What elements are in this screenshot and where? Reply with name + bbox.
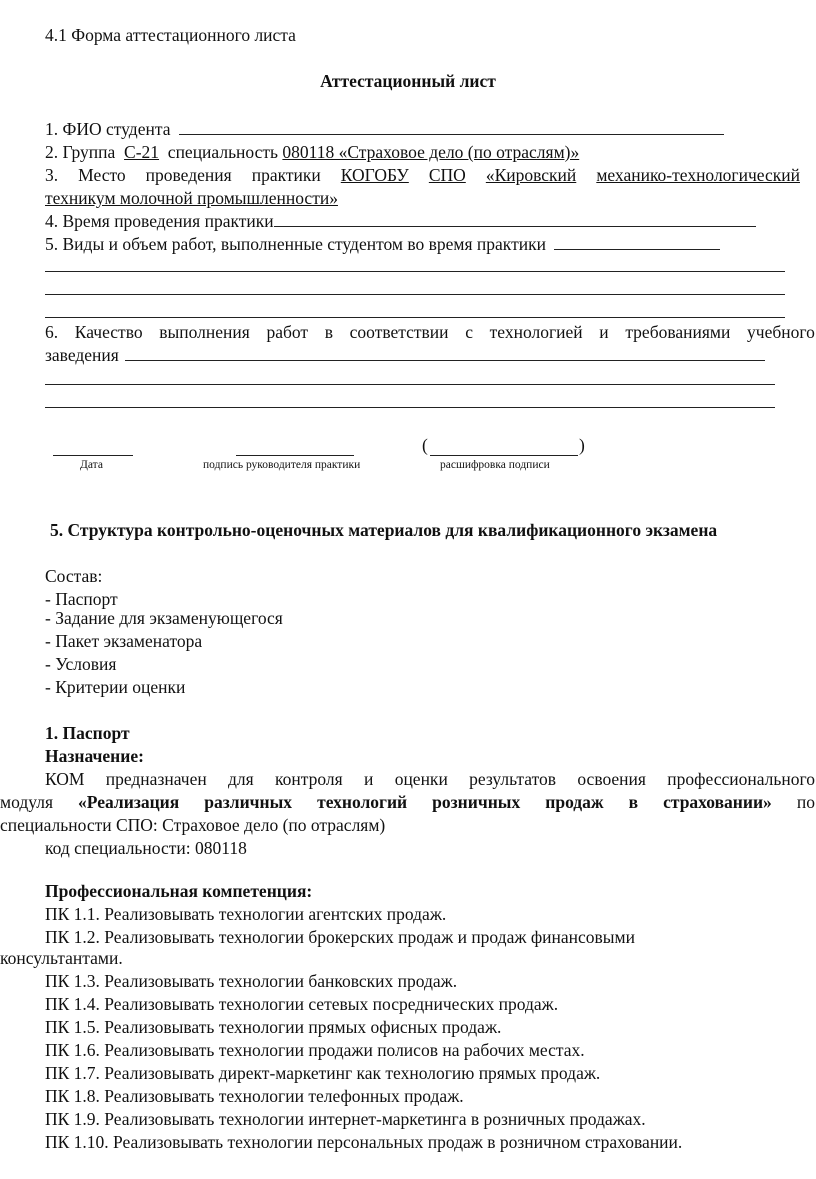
section5-title: 5. Структура контрольно-оценочных материалов для квалификационного экзамена bbox=[50, 520, 718, 540]
time-row bbox=[45, 210, 756, 233]
quality-word: с bbox=[465, 322, 473, 342]
group-label: 2. Группа bbox=[45, 142, 116, 162]
quality-row-2 bbox=[45, 344, 765, 367]
decode-close-paren: ) bbox=[579, 435, 585, 455]
purpose-word: предназначен bbox=[105, 769, 207, 789]
purpose-word: оценки bbox=[394, 769, 448, 789]
module-title-word: различных bbox=[204, 792, 293, 812]
purpose-line-3: специальности СПО: Страховое дело (по отраслям) bbox=[0, 815, 386, 835]
quality-word: учебного bbox=[747, 322, 815, 342]
composition-label: Состав: bbox=[45, 566, 103, 586]
sheet-title: Аттестационный лист bbox=[320, 71, 496, 91]
quality-word: технологией bbox=[489, 322, 583, 342]
quality-line-1 bbox=[45, 384, 775, 385]
competence-item: ПК 1.3. Реализовывать технологии банковских продаж. bbox=[45, 971, 458, 991]
place-row-2: техникум молочной промышленности» bbox=[45, 188, 338, 208]
quality-label-2: заведения bbox=[45, 345, 119, 365]
quality-word: 6. bbox=[45, 322, 59, 342]
signature-caption: подпись руководителя практики bbox=[203, 459, 361, 471]
quality-field bbox=[125, 345, 765, 361]
competence-item: ПК 1.10. Реализовывать технологии персональных продаж в розничном страховании. bbox=[45, 1132, 683, 1152]
purpose-word: профессионального bbox=[667, 769, 815, 789]
place-word: СПО bbox=[428, 165, 466, 185]
specialty-code: код специальности: 080118 bbox=[45, 838, 247, 858]
competence-item: ПК 1.7. Реализовывать директ-маркетинг как технологию прямых продаж. bbox=[45, 1063, 601, 1083]
place-word: практики bbox=[251, 165, 321, 185]
signature-line bbox=[236, 455, 354, 456]
competence-item: ПК 1.8. Реализовывать технологии телефонных продаж. bbox=[45, 1086, 464, 1106]
module-title-word: продаж bbox=[545, 792, 604, 812]
composition-item: - Критерии оценки bbox=[45, 677, 186, 697]
fio-row bbox=[45, 118, 724, 141]
date-line bbox=[53, 455, 133, 456]
fio-field bbox=[179, 119, 724, 135]
competence-item: ПК 1.4. Реализовывать технологии сетевых посреднических продаж. bbox=[45, 994, 559, 1014]
spec-value: 080118 «Страховое дело (по отраслям)» bbox=[282, 142, 580, 162]
quality-line-2 bbox=[45, 407, 775, 408]
module-title-word: в bbox=[628, 792, 639, 812]
quality-word: и bbox=[599, 322, 609, 342]
place-word: проведения bbox=[145, 165, 232, 185]
competence-item: ПК 1.1. Реализовывать технологии агентских продаж. bbox=[45, 904, 447, 924]
purpose-label: Назначение: bbox=[45, 746, 144, 766]
works-line-2 bbox=[45, 294, 785, 295]
quality-row-1 bbox=[45, 321, 815, 344]
time-field bbox=[274, 211, 756, 227]
competence-item: ПК 1.6. Реализовывать технологии продажи полисов на рабочих местах. bbox=[45, 1040, 585, 1060]
competence-item: ПК 1.2. Реализовывать технологии брокерских продаж и продаж финансовыми bbox=[45, 927, 635, 947]
module-title-word: технологий bbox=[317, 792, 408, 812]
passport-title: 1. Паспорт bbox=[45, 723, 130, 743]
quote-mark: « bbox=[78, 792, 87, 812]
composition-item: - Паспорт bbox=[45, 589, 118, 609]
purpose-word: по bbox=[796, 792, 815, 812]
fio-label: 1. ФИО студента bbox=[45, 119, 171, 139]
competence-item: ПК 1.5. Реализовывать технологии прямых офисных продаж. bbox=[45, 1017, 502, 1037]
module-title-word: розничных bbox=[432, 792, 521, 812]
place-word: КОГОБУ bbox=[340, 165, 409, 185]
composition-item: - Задание для экзаменующегося bbox=[45, 608, 283, 628]
competence-item-continued: консультантами. bbox=[0, 948, 123, 968]
purpose-word: результатов bbox=[469, 769, 557, 789]
purpose-word: контроля bbox=[275, 769, 343, 789]
spec-label: специальность bbox=[167, 142, 279, 162]
place-word: Место bbox=[78, 165, 126, 185]
date-caption: Дата bbox=[80, 459, 103, 471]
quality-word: в bbox=[324, 322, 333, 342]
works-field bbox=[554, 234, 720, 250]
composition-item: - Пакет экзаменатора bbox=[45, 631, 203, 651]
module-title-word: страховании bbox=[663, 792, 764, 812]
time-label: 4. Время проведения практики bbox=[45, 211, 274, 231]
purpose-line-1 bbox=[45, 768, 815, 791]
quality-word: работ bbox=[266, 322, 309, 342]
works-row bbox=[45, 233, 720, 256]
purpose-word: КОМ bbox=[45, 769, 85, 789]
purpose-word: и bbox=[364, 769, 374, 789]
works-line-1 bbox=[45, 271, 785, 272]
competence-title: Профессиональная компетенция: bbox=[45, 881, 313, 901]
competence-item: ПК 1.9. Реализовывать технологии интернет-маркетинга в розничных продажах. bbox=[45, 1109, 646, 1129]
place-row-1 bbox=[45, 164, 800, 187]
quote-mark: » bbox=[763, 792, 772, 812]
works-line-3 bbox=[45, 317, 785, 318]
works-label: 5. Виды и объем работ, выполненные студентом во время практики bbox=[45, 234, 546, 254]
purpose-word: модуля bbox=[0, 792, 53, 812]
group-row bbox=[45, 141, 579, 164]
section-heading: 4.1 Форма аттестационного листа bbox=[45, 25, 296, 45]
group-value: С-21 bbox=[124, 142, 160, 162]
module-title-word: Реализация bbox=[86, 792, 180, 812]
place-word: механико-технологический bbox=[596, 165, 800, 185]
place-word: «Кировский bbox=[485, 165, 577, 185]
quality-word: Качество bbox=[74, 322, 143, 342]
decode-line bbox=[430, 455, 578, 456]
quality-word: соответствии bbox=[349, 322, 449, 342]
purpose-word: для bbox=[228, 769, 254, 789]
composition-item: - Условия bbox=[45, 654, 117, 674]
purpose-line-2 bbox=[0, 791, 815, 814]
decode-caption: расшифровка подписи bbox=[440, 459, 550, 471]
decode-open-paren: ( bbox=[422, 435, 428, 455]
quality-word: требованиями bbox=[625, 322, 731, 342]
quality-word: выполнения bbox=[159, 322, 250, 342]
place-word: 3. bbox=[45, 165, 59, 185]
purpose-word: освоения bbox=[577, 769, 646, 789]
